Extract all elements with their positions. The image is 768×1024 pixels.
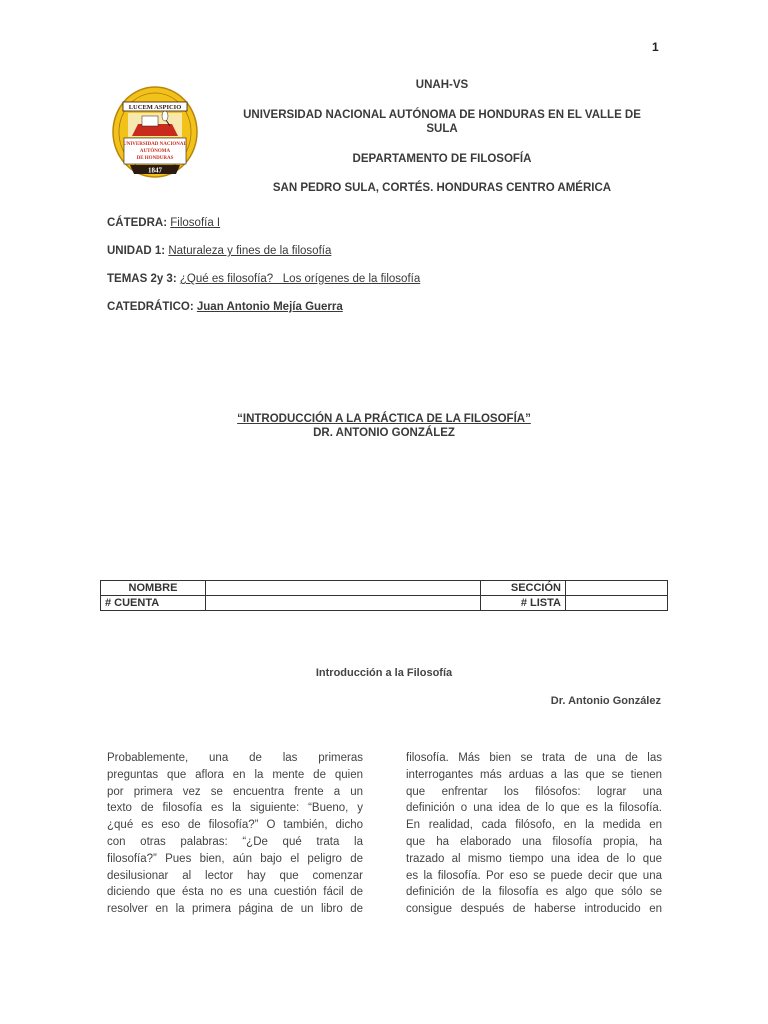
nombre-label: NOMBRE — [101, 581, 206, 596]
catedratico-value: Juan Antonio Mejía Guerra — [196, 301, 343, 313]
seccion-label: SECCIÓN — [481, 581, 566, 596]
meta-unidad — [107, 245, 331, 257]
text-line: interrogantes más arduas a las que se tienen — [406, 768, 662, 781]
header-acronym: UNAH-VS — [415, 79, 469, 91]
section-author: Dr. Antonio González — [550, 695, 661, 707]
body-column-right — [406, 750, 662, 918]
text-line: consigue después de haberse introducido en — [406, 903, 662, 916]
seal-banner-text: LUCEM ASPICIO — [128, 104, 182, 111]
catedratico-label: CATEDRÁTICO: — [107, 301, 194, 313]
unidad-value: Naturaleza y fines de la filosofía — [168, 245, 332, 257]
text-line: filosofía?” Pues bien, aún bajo el peligro de — [107, 852, 363, 865]
lista-label: # LISTA — [481, 596, 566, 611]
cuenta-field[interactable] — [206, 596, 481, 611]
section-title: Introducción a la Filosofía — [315, 667, 453, 679]
seal-ring-line-1: UNIVERSIDAD NACIONAL — [123, 142, 187, 147]
text-line: ¿qué es eso de filosofía?” O también, dicho — [107, 819, 363, 832]
temas-value: ¿Qué es filosofía? Los orígenes de la filosofía — [179, 273, 421, 285]
text-line: definición de la filosofía es algo que sólo se — [406, 886, 662, 899]
seal-ring-line-2: AUTÓNOMA — [139, 149, 171, 154]
text-line: con otras palabras: “¿De qué trata la — [107, 835, 363, 848]
seal-year: 1847 — [148, 166, 162, 175]
text-line: por primera vez se encuentra frente a un — [107, 785, 363, 798]
body-column-left — [107, 750, 363, 918]
document-author: DR. ANTONIO GONZÁLEZ — [313, 427, 455, 439]
cuenta-label: # CUENTA — [101, 596, 206, 611]
text-line: En realidad, cada filósofo, en la medida en — [406, 819, 662, 832]
text-line: preguntas que aflora en la mente de quien — [107, 768, 363, 781]
university-seal-icon — [112, 86, 198, 178]
text-line: definición o una idea de lo que es la filosofía. — [406, 802, 662, 815]
nombre-field[interactable] — [206, 581, 481, 596]
header-university-line1: UNIVERSIDAD NACIONAL AUTÓNOMA DE HONDURAS EN EL VALLE DE — [243, 109, 641, 121]
header-university-line2: SULA — [426, 123, 458, 135]
meta-temas — [107, 273, 420, 285]
header-department: DEPARTAMENTO DE FILOSOFÍA — [352, 153, 532, 165]
table-row — [101, 596, 668, 611]
meta-catedra — [107, 217, 220, 229]
text-line: diciendo que ésta no es una cuestión fácil de — [107, 886, 363, 899]
lista-field[interactable] — [566, 596, 668, 611]
header-location: SAN PEDRO SULA, CORTÉS. HONDURAS CENTRO AMÉRICA — [272, 182, 612, 194]
temas-label: TEMAS 2y 3: — [107, 273, 177, 285]
seal-ring-line-3: DE HONDURAS — [136, 156, 174, 161]
catedra-label: CÁTEDRA: — [107, 217, 168, 229]
text-line: desilusionar al lector hay que comenzar — [107, 869, 363, 882]
meta-catedratico — [107, 301, 343, 313]
text-line: es la filosofía. Por eso se puede decir que una — [406, 869, 662, 882]
table-row — [101, 581, 668, 596]
page-number: 1 — [652, 40, 659, 54]
text-line: texto de filosofía es la siguiente: “Bueno, y — [107, 802, 363, 815]
text-line: que ha elaborado una filosofía propia, ha — [406, 835, 662, 848]
text-line: Probablemente, una de las primeras — [107, 752, 363, 764]
seccion-field[interactable] — [566, 581, 668, 596]
text-line: filosofía. Más bien se trata de una de las — [406, 752, 662, 764]
text-line: trazado al mismo tiempo una idea de lo que — [406, 852, 662, 865]
text-line: resolver en la primera página de un libro de — [107, 903, 363, 916]
unidad-label: UNIDAD 1: — [107, 245, 166, 257]
text-line: que enfrentar los filósofos: lograr una — [406, 785, 662, 798]
catedra-value: Filosofía I — [170, 217, 221, 229]
document-title: “INTRODUCCIÓN A LA PRÁCTICA DE LA FILOSOFÍA” — [237, 413, 531, 425]
student-info-table — [100, 580, 668, 611]
